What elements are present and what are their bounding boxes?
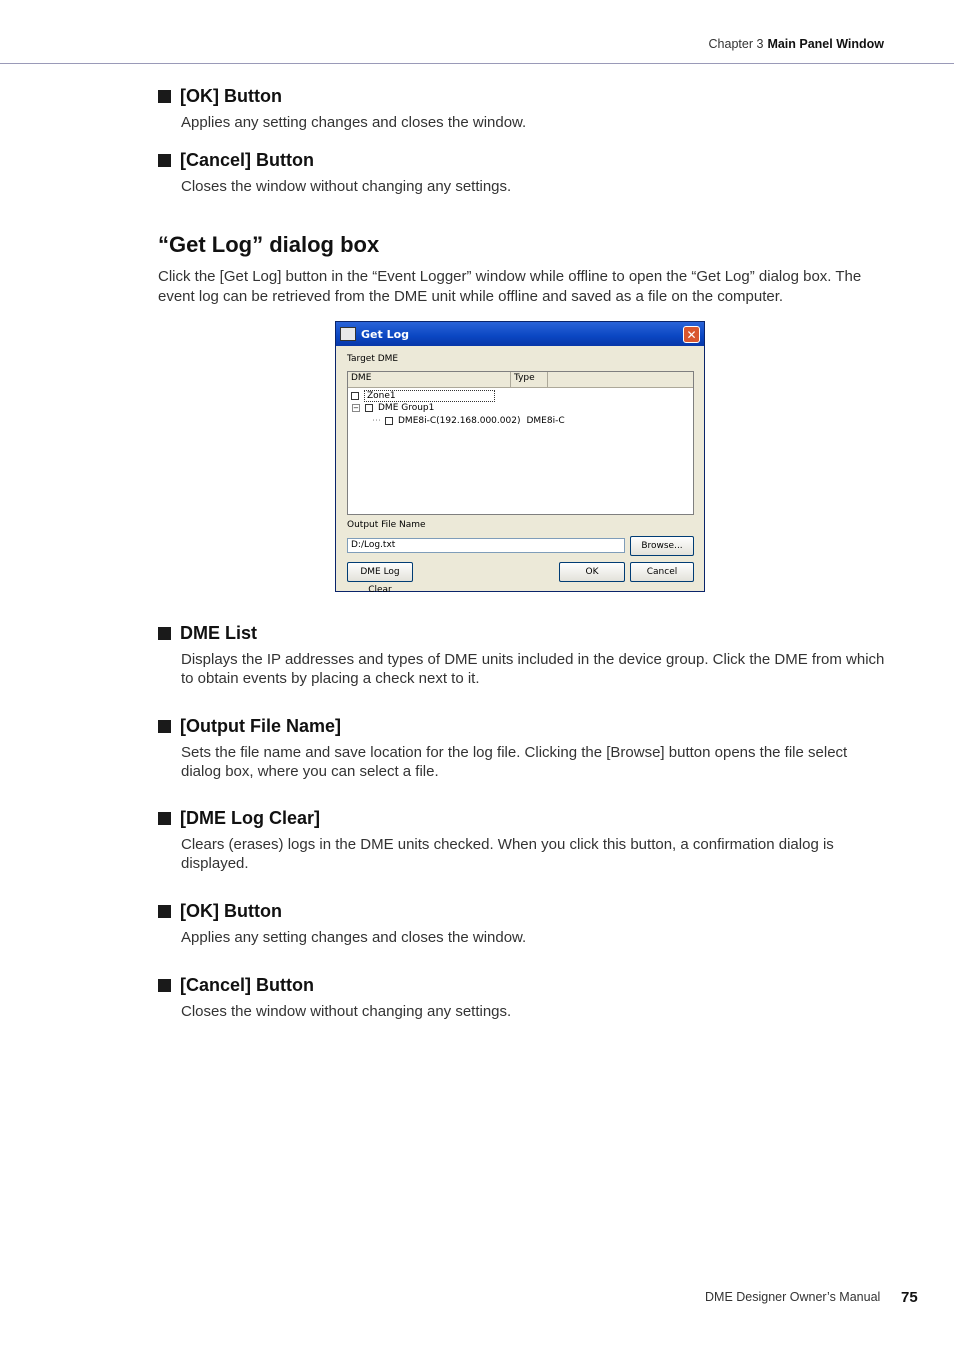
tree-item-label: DME Group1: [378, 403, 435, 413]
section-title: [Cancel] Button: [180, 975, 314, 995]
column-header-type[interactable]: Type: [511, 372, 548, 387]
section-output-file-name: [158, 716, 888, 781]
tree-item-type: DME8i-C: [526, 416, 565, 426]
tree-item-dme[interactable]: [372, 416, 565, 426]
target-dme-label: Target DME: [347, 354, 399, 364]
section-dme-log-clear: [158, 808, 888, 873]
checkbox[interactable]: [365, 404, 373, 412]
section-cancel-button-top: [158, 150, 888, 196]
header-chapter: Chapter 3: [708, 37, 764, 51]
output-file-input[interactable]: D:/Log.txt: [347, 538, 625, 553]
page-number: 75: [901, 1289, 918, 1306]
dialog-titlebar: [336, 322, 704, 346]
intro-paragraph: Click the [Get Log] button in the “Event Logger” window while offline to open the “Get Log” dialog box. The event log can be retrieved from the DME unit while offline and saved as a file on the computer.: [158, 268, 862, 305]
section-body: Applies any setting changes and closes the window.: [181, 114, 527, 131]
section-body: Clears (erases) logs in the DME units checked. When you click this button, a confirmation dialog is displayed.: [181, 836, 834, 872]
section-body: Closes the window without changing any settings.: [181, 178, 512, 195]
dme-list[interactable]: [347, 371, 694, 515]
square-bullet-icon: [158, 720, 171, 733]
section-ok-button: [158, 901, 888, 947]
section-ok-button-top: [158, 86, 888, 132]
header-text: [709, 37, 884, 51]
section-body: Sets the file name and save location for the log file. Clicking the [Browse] button opens the file select dialog box, where you can select a file.: [181, 744, 848, 780]
section-title: [OK] Button: [180, 901, 282, 921]
section-body: Displays the IP addresses and types of DME units included in the device group. Click the DME from which to obtain events by placing a check next to it.: [181, 651, 885, 687]
section-title: DME List: [180, 623, 258, 643]
footer-manual-title: DME Designer Owner’s Manual: [705, 1290, 881, 1304]
page-title: “Get Log” dialog box: [158, 232, 380, 257]
app-icon: [340, 327, 356, 341]
section-title: [OK] Button: [180, 86, 282, 106]
square-bullet-icon: [158, 979, 171, 992]
output-file-label: Output File Name: [347, 520, 426, 530]
section-body: Applies any setting changes and closes the window.: [181, 929, 527, 946]
cancel-button[interactable]: Cancel: [630, 562, 694, 582]
tree-item-label: Zone1: [364, 390, 495, 402]
get-log-dialog: [335, 321, 705, 595]
checkbox[interactable]: [351, 392, 359, 400]
header-rule: [0, 63, 954, 64]
square-bullet-icon: [158, 154, 171, 167]
square-bullet-icon: [158, 812, 171, 825]
square-bullet-icon: [158, 90, 171, 103]
square-bullet-icon: [158, 905, 171, 918]
section-body: Closes the window without changing any settings.: [181, 1003, 512, 1020]
tree-item-group[interactable]: [352, 403, 434, 413]
close-icon[interactable]: ✕: [683, 326, 700, 343]
header-section: Main Panel Window: [767, 37, 884, 51]
section-cancel-button: [158, 975, 888, 1021]
ok-button[interactable]: OK: [559, 562, 625, 582]
section-title: [Output File Name]: [180, 716, 341, 736]
section-title: [DME Log Clear]: [180, 808, 321, 828]
section-dme-list: [158, 623, 888, 688]
dialog-title: Get Log: [361, 327, 410, 341]
section-title: [Cancel] Button: [180, 150, 314, 170]
browse-button[interactable]: Browse...: [630, 536, 694, 556]
square-bullet-icon: [158, 627, 171, 640]
collapse-icon[interactable]: −: [353, 404, 359, 412]
dme-log-clear-button[interactable]: DME Log Clear: [347, 562, 413, 582]
checkbox[interactable]: [385, 417, 393, 425]
column-header-dme[interactable]: DME: [348, 372, 511, 387]
tree-item-label: DME8i-C(192.168.000.002): [398, 416, 521, 426]
tree-connector-icon: ⋯: [372, 416, 381, 426]
tree-item-zone[interactable]: [351, 390, 495, 402]
list-header: [348, 372, 693, 388]
